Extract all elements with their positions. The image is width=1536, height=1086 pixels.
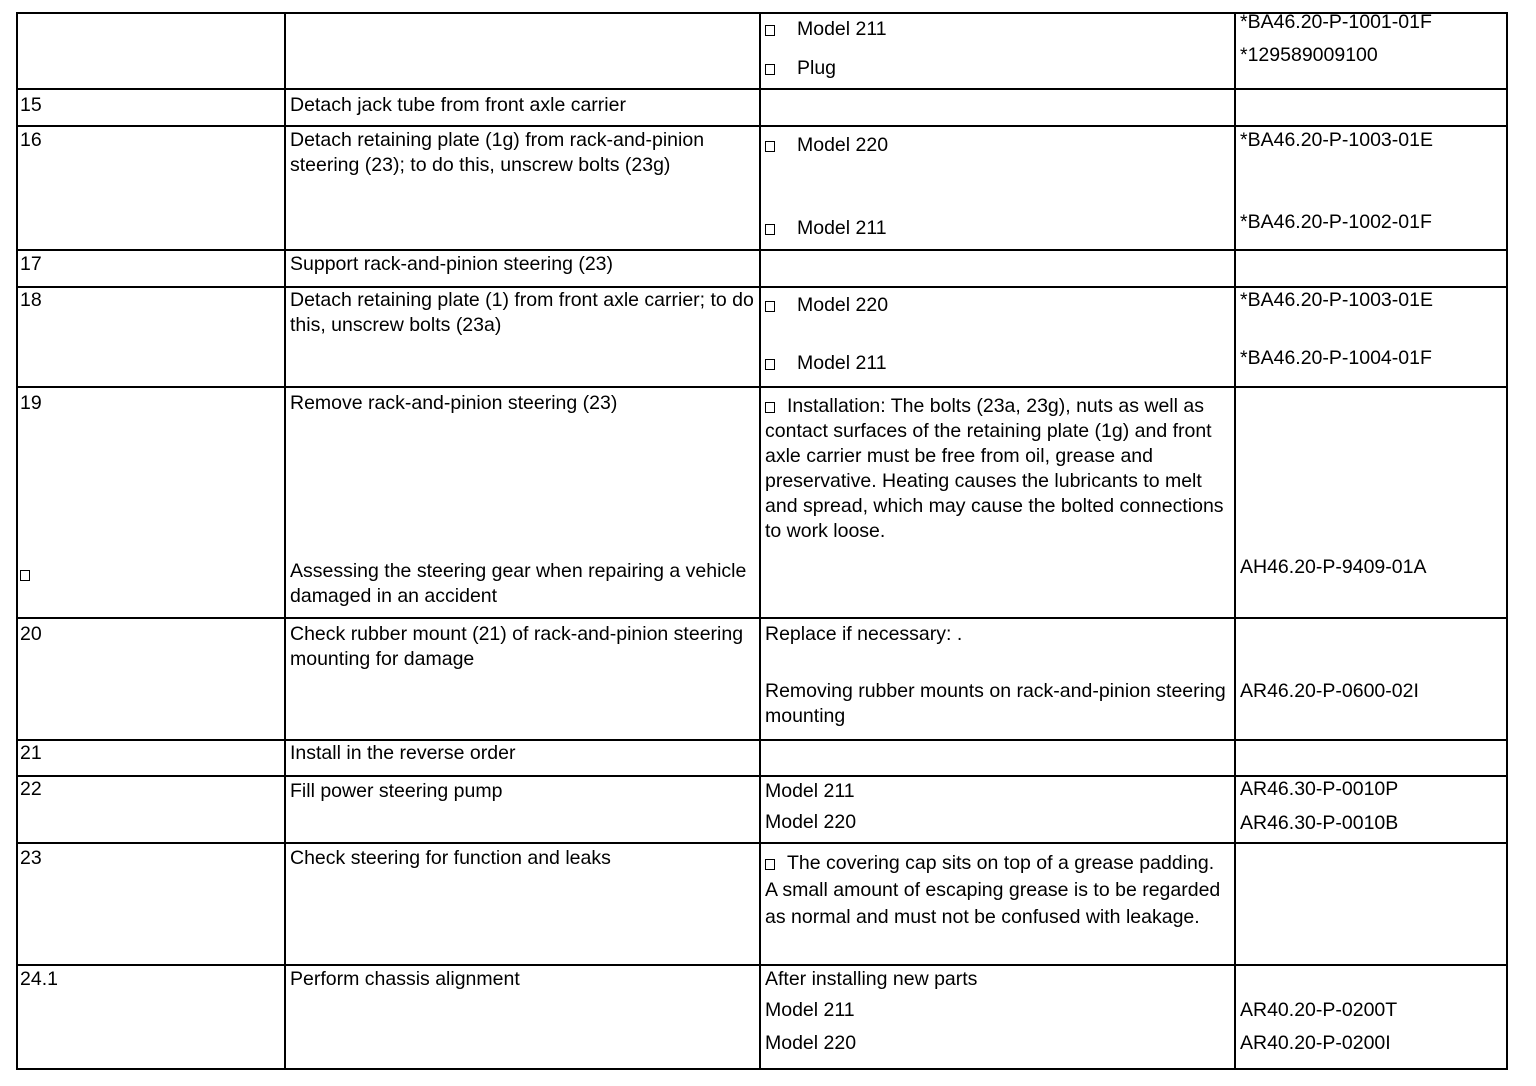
action-cell: Support rack-and-pinion steering (23)	[285, 250, 760, 287]
table-row	[17, 387, 1507, 618]
checkbox-icon	[765, 141, 775, 152]
notes-cell	[760, 843, 1235, 965]
checkbox-icon	[765, 224, 775, 235]
ref-link[interactable]: AR46.30-P-0010B	[1240, 812, 1399, 834]
checkbox-icon	[765, 859, 775, 870]
table-row	[17, 250, 1507, 287]
ref-link[interactable]: AR46.30-P-0010P	[1240, 778, 1399, 800]
action-cell: Detach jack tube from front axle carrier	[285, 89, 760, 126]
ref-cell	[1235, 776, 1507, 843]
checkbox-icon	[765, 64, 775, 75]
notes-cell: Model 211 Model 220	[760, 776, 1235, 843]
notes-cell: Replace if necessary: . Removing rubber mounts on rack-and-pinion steering mounting	[760, 618, 1235, 740]
procedure-table	[16, 12, 1508, 1070]
list-item: Model 211	[765, 216, 1230, 241]
step-cell: 21	[17, 740, 285, 776]
leak-note: The covering cap sits on top of a grease padding. A small amount of escaping grease is to be regarded as normal and must not be confused with leakage.	[765, 852, 1221, 928]
list-item: Model 211	[765, 351, 1230, 376]
table-row	[17, 13, 1507, 89]
list-item: Model 220	[765, 293, 1230, 318]
action-cell: Detach retaining plate (1) from front axle carrier; to do this, unscrew bolts (23a)	[285, 287, 760, 387]
action-cell: Detach retaining plate (1g) from rack-and-pinion steering (23); to do this, unscrew bolts (23g)	[285, 126, 760, 250]
step-cell: 16	[17, 126, 285, 250]
notes-cell	[760, 13, 1235, 89]
table-row	[17, 126, 1507, 250]
checkbox-icon	[765, 359, 775, 370]
step-cell	[17, 13, 285, 89]
table-row	[17, 843, 1507, 965]
action-cell: Install in the reverse order	[285, 740, 760, 776]
notes-cell: After installing new parts Model 211 Model 220	[760, 965, 1235, 1069]
ref-cell	[1235, 965, 1507, 1069]
table-row	[17, 287, 1507, 387]
ref-cell	[1235, 126, 1507, 250]
ref-link[interactable]: *BA46.20-P-1001-01F	[1240, 11, 1432, 33]
list-item: Plug	[765, 56, 1230, 81]
action-cell: Check steering for function and leaks	[285, 843, 760, 965]
notes-cell	[760, 250, 1235, 287]
ref-link[interactable]: AH46.20-P-9409-01A	[1240, 556, 1427, 578]
ref-link[interactable]: AR46.20-P-0600-02I	[1240, 680, 1419, 702]
ref-link[interactable]: *BA46.20-P-1004-01F	[1240, 347, 1432, 369]
list-item: Model 220	[765, 133, 1230, 158]
checkbox-icon	[765, 301, 775, 312]
ref-link[interactable]: AR40.20-P-0200T	[1240, 999, 1398, 1021]
ref-cell	[1235, 387, 1507, 618]
table-row	[17, 89, 1507, 126]
table-row	[17, 776, 1507, 843]
table-row	[17, 618, 1507, 740]
ref-link[interactable]: *BA46.20-P-1002-01F	[1240, 211, 1432, 233]
ref-cell	[1235, 740, 1507, 776]
checkbox-icon	[765, 402, 775, 413]
list-item: Model 211	[765, 17, 1230, 42]
step-cell: 23	[17, 843, 285, 965]
notes-cell	[760, 387, 1235, 618]
table-row	[17, 965, 1507, 1069]
ref-cell	[1235, 250, 1507, 287]
checkbox-icon	[20, 570, 30, 581]
step-cell: 22	[17, 776, 285, 843]
action-cell: Remove rack-and-pinion steering (23) Assessing the steering gear when repairing a vehicle damaged in an accident	[285, 387, 760, 618]
notes-cell	[760, 89, 1235, 126]
notes-cell	[760, 126, 1235, 250]
action-cell	[285, 13, 760, 89]
table-row	[17, 740, 1507, 776]
ref-cell	[1235, 89, 1507, 126]
step-cell: 24.1	[17, 965, 285, 1069]
action-cell: Check rubber mount (21) of rack-and-pinion steering mounting for damage	[285, 618, 760, 740]
step-cell: 18	[17, 287, 285, 387]
ref-link[interactable]: *BA46.20-P-1003-01E	[1240, 289, 1433, 311]
sub-action: Assessing the steering gear when repairing a vehicle damaged in an accident	[290, 560, 747, 607]
step-cell: 19	[17, 387, 285, 618]
ref-link[interactable]: *BA46.20-P-1003-01E	[1240, 129, 1433, 151]
step-cell: 20	[17, 618, 285, 740]
step-cell: 17	[17, 250, 285, 287]
ref-cell	[1235, 843, 1507, 965]
ref-link[interactable]: *129589009100	[1240, 44, 1378, 66]
step-cell: 15	[17, 89, 285, 126]
installation-note: Installation: The bolts (23a, 23g), nuts as well as contact surfaces of the retaining plate (1g) and front axle carrier must be free from oil, grease and preservative. Heating causes the lubricants to melt and spread, which may cause the bolted connections to work loose.	[765, 395, 1224, 542]
ref-cell	[1235, 287, 1507, 387]
action-cell: Fill power steering pump	[285, 776, 760, 843]
action-cell: Perform chassis alignment	[285, 965, 760, 1069]
notes-cell	[760, 287, 1235, 387]
ref-cell	[1235, 13, 1507, 89]
ref-link[interactable]: AR40.20-P-0200I	[1240, 1032, 1391, 1054]
notes-cell	[760, 740, 1235, 776]
ref-cell	[1235, 618, 1507, 740]
checkbox-icon	[765, 25, 775, 36]
